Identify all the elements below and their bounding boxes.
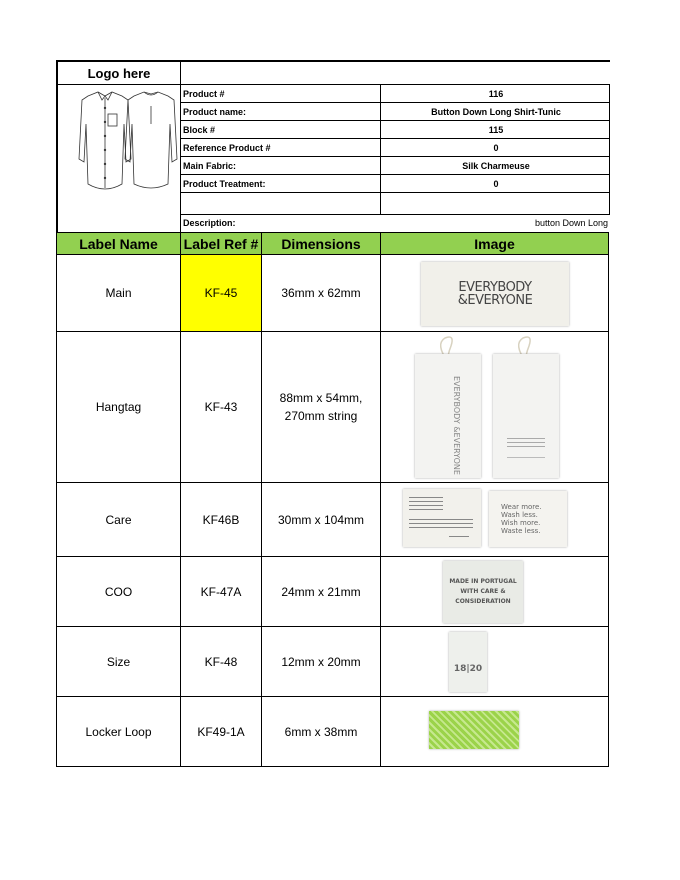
hangtag-dim-line2: 270mm string [284,409,358,423]
care-text-1: Wear more. [501,503,542,511]
reference-product-value: 0 [380,138,610,157]
row-size-ref: KF-48 [180,626,262,697]
row-care-dimensions: 30mm x 104mm [261,482,381,557]
row-main-image-cell [380,254,609,332]
row-coo-name: COO [56,556,181,627]
block-number-label: Block # [180,120,381,139]
row-coo-image-cell [380,556,609,627]
garment-sketch [58,84,183,232]
size-label-image [449,632,487,692]
coo-label-image [443,561,523,623]
logo-text: Logo here [87,65,151,81]
hangtag-back-image [493,354,559,478]
description-label: Description: [180,214,381,232]
care-text-4: Waste less. [501,527,541,535]
product-treatment-value: 0 [380,174,610,193]
hangtag-dim-line1: 88mm x 54mm, [279,391,363,405]
care-label-front-image [403,489,481,547]
row-locker-loop-name: Locker Loop [56,696,181,767]
hangtag-front-image [415,354,481,478]
row-hangtag-dimensions [261,331,381,483]
hangtag-back-text-lines [507,438,545,458]
row-coo-dimensions: 24mm x 21mm [261,556,381,627]
main-fabric-value: Silk Charmeuse [380,156,610,175]
main-label-text-1: EVERYBODY [458,280,532,295]
garment-sketch-area [56,84,181,232]
product-treatment-label: Product Treatment: [180,174,381,193]
main-label-text-2: &EVERYONE [457,293,533,308]
locker-loop-image [429,711,519,749]
size-label-text: 18|20 [453,664,483,674]
care-text-3: Wish more. [501,519,541,527]
row-locker-loop-dimensions: 6mm x 38mm [261,696,381,767]
block-number-value: 115 [380,120,610,139]
logo-box [56,60,181,85]
row-locker-loop-image-cell [380,696,609,767]
row-coo-ref: KF-47A [180,556,262,627]
row-care-ref: KF46B [180,482,262,557]
row-hangtag-image-cell [380,331,609,483]
row-size-name: Size [56,626,181,697]
row-care-name: Care [56,482,181,557]
product-name-label: Product name: [180,102,381,121]
description-value: button Down Long [534,218,608,228]
col-header-label-name: Label Name [56,232,181,255]
row-main-ref: KF-45 [180,254,262,332]
row-locker-loop-ref: KF49-1A [180,696,262,767]
care-text-2: Wash less. [501,511,538,519]
hangtag-front-brand: EVERYBODY &EVERYONE [452,376,461,475]
row-size-dimensions: 12mm x 20mm [261,626,381,697]
row-main-name: Main [56,254,181,332]
care-label-back-image [489,491,567,547]
col-header-label-ref: Label Ref # [180,232,262,255]
col-header-dimensions: Dimensions [261,232,381,255]
main-fabric-label: Main Fabric: [180,156,381,175]
coo-text-1: MADE IN PORTUGAL [449,578,517,585]
main-label-image [421,262,569,326]
blank-row-left [180,192,381,215]
row-care-image-cell [380,482,609,557]
col-header-image: Image [380,232,609,255]
row-main-dimensions: 36mm x 62mm [261,254,381,332]
row-hangtag-name: Hangtag [56,331,181,483]
coo-text-2: WITH CARE & [460,588,506,595]
row-hangtag-ref: KF-43 [180,331,262,483]
reference-product-label: Reference Product # [180,138,381,157]
product-name-value: Button Down Long Shirt-Tunic [380,102,610,121]
header-title-box [180,60,610,85]
product-number-label: Product # [180,84,381,103]
product-number-value: 116 [380,84,610,103]
blank-row-right [380,192,610,215]
row-size-image-cell [380,626,609,697]
coo-text-3: CONSIDERATION [455,598,511,605]
